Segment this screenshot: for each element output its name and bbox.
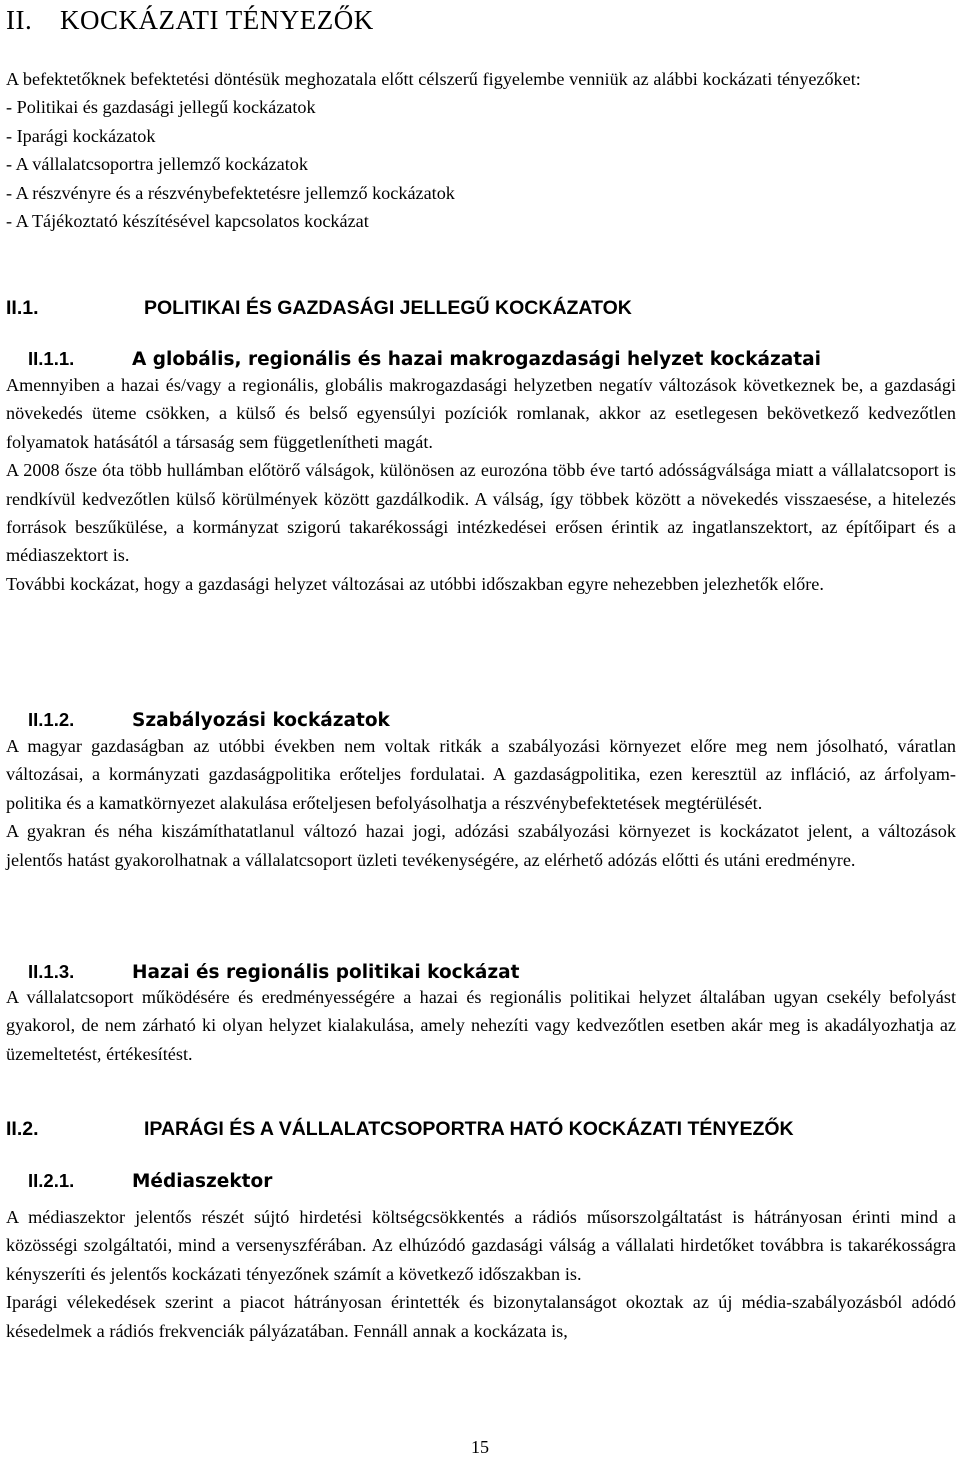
list-item: - Politikai és gazdasági jellegű kockázatok xyxy=(6,97,316,118)
list-item: - Iparági kockázatok xyxy=(6,125,156,146)
body-paragraph: A 2008 ősze óta több hullámban előtörő válságok, különösen az eurozóna több éve tartó adósságválsága miatt a vállalatcsoport is rendkívül kedvezőtlen külső körülmények között gazdálkodik. A válság, így többek között a növekedés visszaesése, a hitelezés források beszűkülése, a kormányzat szigorú takarékossági intézkedései erősen érintik az ingatlanszektort, az építőipart és a médiaszektort is. xyxy=(6,460,956,566)
subsubsection-title: Médiaszektor xyxy=(132,1171,273,1192)
subsubsection-number: II.1.2. xyxy=(28,709,75,730)
subsubsection-title: A globális, regionális és hazai makrogazdasági helyzet kockázatai xyxy=(132,349,821,370)
subsubsection-number: II.1.1. xyxy=(28,348,75,369)
body-paragraph: További kockázat, hogy a gazdasági helyzet változásai az utóbbi időszakban egyre nehezebben jelezhetők előre. xyxy=(6,573,824,594)
subsubsection-number: II.1.3. xyxy=(28,961,75,982)
intro-paragraph: A befektetőknek befektetési döntésük meghozatala előtt célszerű figyelembe venniük az alábbi kockázati tényezőket: xyxy=(6,69,861,89)
section-number: II. xyxy=(6,5,33,35)
body-paragraph: A médiaszektor jelentős részét sújtó hirdetési költségcsökkentés a rádiós műsorszolgáltatást is hátrányosan érinti mind a közösségi szolgáltatói, mind a versenyszférában. Az elhúzódó gazdasági válság a vállalati hirdetőket továbbra is takarékosságra kényszeríti és jelentős kockázati tényezőnek számít a következő időszakban is. xyxy=(6,1207,956,1284)
subsection-number: II.1. xyxy=(6,297,39,319)
subsection-title: POLITIKAI ÉS GAZDASÁGI JELLEGŰ KOCKÁZATOK xyxy=(144,297,632,319)
subsection-heading-II-2 xyxy=(6,1115,794,1143)
section-heading xyxy=(6,2,374,38)
body-paragraph: A gyakran és néha kiszámíthatatlanul változó hazai jogi, adózási szabályozási környezet is kockázatot jelent, a változások jelentős hatást gyakorolhatnak a vállalatcsoport üzleti tevékenységére, az elérhető adózás előtti és utáni eredményre. xyxy=(6,821,956,870)
section-title: KOCKÁZATI TÉNYEZŐK xyxy=(60,5,374,35)
body-paragraph: A vállalatcsoport működésére és eredményességére a hazai és regionális politikai helyzet általában ugyan csekély befolyást gyakorol, de nem zárható ki olyan helyzet kialakulása, amely nehezíti vagy kedvezőtlen esetben akár meg is akadályozhatja az üzemeltetést, értékesítést. xyxy=(6,987,956,1064)
body-II-1-1 xyxy=(6,371,956,598)
subsection-title: IPARÁGI ÉS A VÁLLALATCSOPORTRA HATÓ KOCKÁZATI TÉNYEZŐK xyxy=(144,1118,794,1140)
body-II-2-1 xyxy=(6,1203,956,1345)
body-paragraph: Amennyiben a hazai és/vagy a regionális, globális makrogazdasági helyzetben negatív változások következnek be, a gazdasági növekedés üteme csökken, a külső és belső egyensúlyi pozíciók romlanak, akkor az esetlegesen bekövetkező kedvezőtlen folyamatok hatásától a társaság sem függetlenítheti magát. xyxy=(6,375,956,452)
page-number: 15 xyxy=(471,1437,489,1457)
intro-block xyxy=(6,65,956,235)
list-item: - A vállalatcsoportra jellemző kockázatok xyxy=(6,154,308,175)
body-II-1-3 xyxy=(6,983,956,1068)
body-II-1-2 xyxy=(6,732,956,874)
subsection-number: II.2. xyxy=(6,1118,39,1140)
list-item: - A részvényre és a részvénybefektetésre jellemző kockázatok xyxy=(6,182,455,203)
subsubsection-title: Hazai és regionális politikai kockázat xyxy=(132,962,520,983)
subsection-heading-II-1 xyxy=(6,294,632,322)
body-paragraph: A magyar gazdaságban az utóbbi években nem voltak ritkák a szabályozási környezet előre meg nem jósolható, váratlan változásai, a kormányzati gazdaságpolitika erőteljes fordulatai. A gazdaságpolitika, ezen keresztül az infláció, az árfolyam-politika és a kamatkörnyezet alakulása erőteljesen befolyásolhatja a részvénybefektetések megtérülését. xyxy=(6,736,956,813)
subsubsection-heading-II-1-2 xyxy=(28,706,390,735)
body-paragraph: Iparági vélekedések szerint a piacot hátrányosan érintették és bizonytalanságot okoztak az új média-szabályozásból adódó késedelmek a rádiós frekvenciák pályázatában. Fennáll annak a kockázata is, xyxy=(6,1292,956,1341)
subsubsection-heading-II-1-1 xyxy=(28,345,821,374)
subsubsection-number: II.2.1. xyxy=(28,1170,75,1191)
subsubsection-title: Szabályozási kockázatok xyxy=(132,710,390,731)
list-item: - A Tájékoztató készítésével kapcsolatos kockázat xyxy=(6,211,369,232)
subsubsection-heading-II-2-1 xyxy=(28,1167,272,1196)
